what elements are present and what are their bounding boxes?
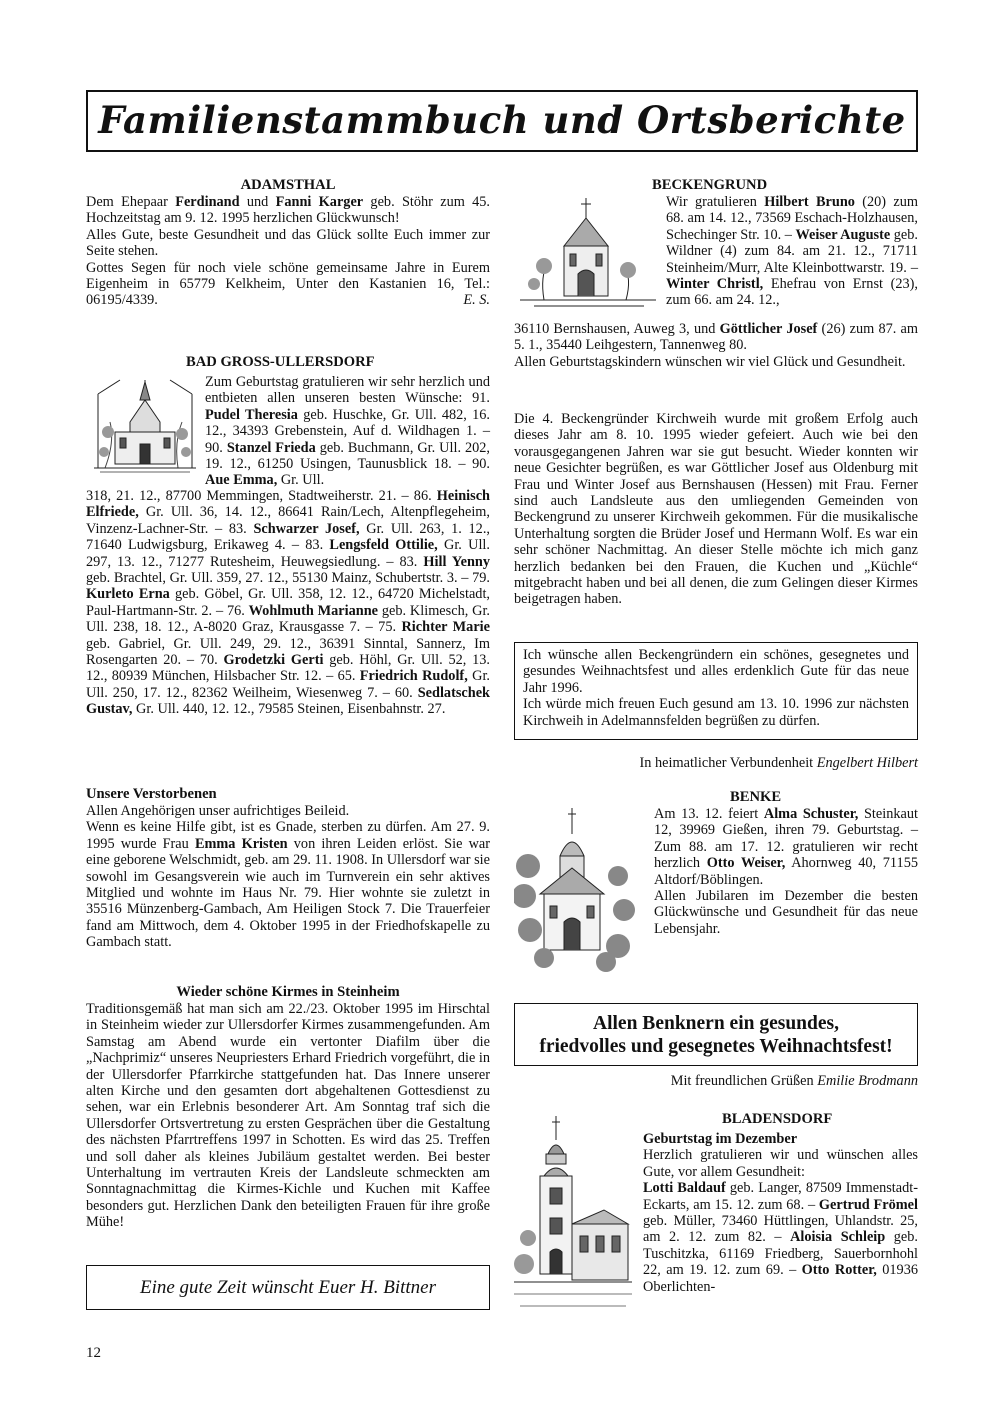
beckengrund-body-full xyxy=(514,321,918,370)
church-illustration-bladensdorf xyxy=(510,1114,634,1314)
bladensdorf-subheading: Geburtstag im Dezember xyxy=(643,1131,798,1147)
bad-gross-body-full xyxy=(86,488,490,718)
benke-p2: Allen Jubilaren im Dezember die besten Glückwünsche und Gesundheit für das neue Lebensjahr. xyxy=(654,888,918,937)
bittner-box-text: Eine gute Zeit wünscht Euer H. Bittner xyxy=(139,1277,437,1298)
verstorbene-body xyxy=(86,803,490,951)
adamsthal-p3: Gottes Segen für noch viele schöne gemeinsame Jahre in Eurem Eigenheim in 65779 Kelkheim, Unter den Kastanien 16, Tel.: 06195/4339. xyxy=(86,259,490,309)
beckengrund-text-full: 36110 Bernshausen, Auweg 3, und Göttlicher Josef (26) zum 87. am 5. 1., 35440 Leihgestern, Tannenweg 80. xyxy=(514,321,919,354)
adamsthal-body xyxy=(86,194,490,309)
bittner-box xyxy=(86,1265,490,1310)
adamsthal-p2: Alles Gute, beste Gesundheit und das Glück sollte Euch immer zur Seite stehen. xyxy=(86,226,490,260)
bladensdorf-heading: BLADENSDORF xyxy=(722,1111,833,1127)
verstorbene-p2: Wenn es keine Hilfe gibt, ist es Gnade, sterben zu dürfen. Am 27. 9. 1995 wurde Frau Emma Kristen von ihren Leiden erlöst. Sie war eine geborene Welschmidt, geb. am 29. 11. 1908. In Ullersdorf war sie sowohl im Gesangsverein wie auch im Turnverein ein sehr aktives Mitglied und wohnte im Haus Nr. 79. Hier wohnte sie zuletzt in 35516 Münzenberg-Gambach, Am Heiligen Stock 7. Die Trauerfeier fand am Mittwoch, dem 4. Oktober 1995 in der Friedhofskapelle zu Gambach statt. xyxy=(86,819,490,951)
benke-box-line2: friedvolles und gesegnetes Weihnachtsfest! xyxy=(539,1036,893,1057)
beckengrund-closing-name: Engelbert Hilbert xyxy=(816,755,918,771)
adamsthal-signature: E. S. xyxy=(463,292,490,309)
banner-title: Familienstammbuch und Ortsberichte xyxy=(98,98,906,142)
verstorbene-p1: Allen Angehörigen unser aufrichtiges Beileid. xyxy=(86,803,350,819)
church-illustration-ullersdorf xyxy=(90,372,200,482)
beckengrund-box-p2: Ich würde mich freuen Euch gesund am 13. 10. 1996 zur nächsten Kirchweih in Adelmannsfelden begrüßen zu dürfen. xyxy=(523,696,909,729)
chapel-illustration-beckengrund xyxy=(514,196,662,314)
bad-gross-body-right xyxy=(205,374,490,489)
beckengrund-heading: BECKENGRUND xyxy=(652,177,768,193)
benke-heading: BENKE xyxy=(730,789,782,805)
page-banner xyxy=(86,90,918,152)
bad-gross-text-right: Zum Geburtstag gratulieren wir sehr herzlich und entbieten allen unseren besten Wünsche: 91. Pudel Theresia geb. Huschke, Gr. Ull. 482, 16. 12., 34393 Grebenstein, Auf d. Wildhagen 1. – 90. Stanzel Frieda geb. Buchmann, Gr. Ull. 202, 19. 12., 61250 Usingen, Taunusblick 18. – 90. Aue Emma, Gr. Ull. xyxy=(205,374,491,489)
benke-box-line1: Allen Benknern ein gesundes, xyxy=(593,1013,839,1034)
verstorbene-heading: Unsere Verstorbenen xyxy=(86,786,217,802)
bad-gross-heading: BAD GROSS-ULLERSDORF xyxy=(186,354,375,370)
benke-text: Am 13. 12. feiert Alma Schuster, Steinkaut 12, 39969 Gießen, ihren 79. Geburtstag. – Zum 88. am 17. 12. gratulieren wir recht herzlich Otto Weiser, Ahornweg 40, 71155 Altdorf/Böblingen. xyxy=(654,806,918,888)
page-number: 12 xyxy=(86,1345,101,1361)
beckengrund-box-p1: Ich wünsche allen Beckengründern ein schönes, gesegnetes und gesundes Weihnachtsfest und alles erdenklich Gute für das neue Jahr 1996. xyxy=(523,647,909,696)
beckengrund-text-right: Wir gratulieren Hilbert Bruno (20) zum 68. am 14. 12., 73569 Eschach-Holzhausen, Schechinger Str. 10. – Weiser Auguste geb. Wildner (4) zum 84. am 21. 12., 71711 Steinheim/Murr, Alte Kleinbottwarstr. 19. – Winter Christl, Ehefrau von Ernst (23), zum 66. am 24. 12., xyxy=(666,194,918,309)
chapel-illustration-benke xyxy=(514,806,636,974)
bladensdorf-body xyxy=(643,1131,918,1295)
benke-closing: Mit freundlichen Grüßen Emilie Brodmann xyxy=(670,1073,918,1089)
beckengrund-closing: In heimatlicher Verbundenheit Engelbert Hilbert xyxy=(639,755,918,771)
beckengrund-body-right xyxy=(666,194,918,309)
kirmes-body: Traditionsgemäß hat man sich am 22./23. Oktober 1995 im Hirschtal in Steinheim wieder zur Ullersdorfer Kirmes zusammengefunden. Am Samstag am Abend wurde ein vertonter Diafilm über die „Nachprimiz“ unseres Neupriesters Erhard Friedrich vorgeführt, die in der Ullersdorfer Pfarrkirche stattgefunden hat. Das Innere unserer alten Kirche und den gesamten dort abgehaltenen Gottesdienst zu sehen, war ein Erlebnis besonderer Art. Am Sonntag traf sich die Ullersdorfer Ortsvertretung zu ersten Gesprächen über die Gestaltung des nächsten Pfarrtreffens 1997 in Schotten. Es wird das 25. Treffen und soll daher als kleines Jubiläum gestaltet werden. Bei bester Unterhaltung im vertrauten Kreis der Landsleute schmeckten am Sonntagnachmittag die Kirmes-Kichle und Kuchen mit Kaffee besonders gut. Herzlichen Dank den beteiligten Frauen für ihre große Mühe! xyxy=(86,1001,490,1231)
benke-greeting-box xyxy=(514,1003,918,1066)
benke-closing-name: Emilie Brodmann xyxy=(817,1073,918,1089)
adamsthal-heading: ADAMSTHAL xyxy=(240,177,336,193)
beckengrund-p2: Allen Geburtstagskindern wünschen wir viel Glück und Gesundheit. xyxy=(514,353,906,370)
beckengrund-kirchweih: Die 4. Beckengründer Kirchweih wurde mit großem Erfolg auch dieses Jahr am 8. 10. 1995 wieder gefeiert. Auch wie bei den vorausgegangenen Jahren war sie gut besucht. Wieder konnten wir neue Gesichter begrüßen, es war Göttlicher Josef aus Oldenburg mit Frau und Winter Josef aus Bernshausen (Hessen) mit Frau. Ferner sind auch Landsleute aus den umliegenden Gemeinden von Beckengrund zu unserer Kirchweih gekommen. Für die musikalische Unterhaltung sorgten die Brüder Josef und Hermann Wolf. Es war ein sehr schöner Nachmittag. An dieser Stelle möchte ich mich ganz herzlich bedanken bei den Frauen, die Kuchen und „Küchle“ mitgebracht haben und bei all denen, die zum Gelingen dieser Kirmes beigetragen haben. xyxy=(514,411,918,608)
beckengrund-wish-box xyxy=(514,642,918,740)
kirmes-heading: Wieder schöne Kirmes in Steinheim xyxy=(176,984,400,1000)
benke-body xyxy=(654,806,918,937)
bad-gross-text-full: 318, 21. 12., 87700 Memmingen, Stadtweiherstr. 21. – 86. Heinisch Elfriede, Gr. Ull. 36, 14. 12., 86641 Rain/Lech, Altenpflegeheim, Vinzenz-Lachner-Str. – 83. Schwarzer Josef, Gr. Ull. 263, 1. 12., 71640 Ludwigsburg, Erikaweg 4. – 83. Lengsfeld Ottilie, Gr. Ull. 297, 13. 12., 71277 Rutesheim, Heuwegsiedlung. – 83. Hill Yenny geb. Brachtel, Gr. Ull. 359, 27. 12., 55130 Mainz, Schubertstr. 3. – 79. Kurleto Erna geb. Göbel, Gr. Ull. 358, 12. 12., 64720 Michelstadt, Paul-Hartmann-Str. 2. – 76. Wohlmuth Marianne geb. Klimesch, Gr. Ull. 238, 18. 12., A-8020 Graz, Krausgasse 7. – 75. Richter Marie geb. Gabriel, Gr. Ull. 249, 29. 12., 36391 Sinntal, Sannerz, Im Rosengarten 20. – 70. Grodetzki Gerti geb. Höhl, Gr. Ull. 52, 13. 12., 80939 München, Hilsbacher Str. 12. – 65. Friedrich Rudolf, Gr. Ull. 250, 17. 12., 82362 Weilheim, Wiesenweg 7. – 60. Sedlatschek Gustav, Gr. Ull. 440, 12. 12., 79585 Steinen, Eisenbahnstr. 27. xyxy=(86,488,491,718)
bladensdorf-p2: Lotti Baldauf geb. Langer, 87509 Immenstadt-Eckarts, am 15. 12. zum 68. – Gertrud Frömel geb. Müller, 73460 Hüttlingen, Uhlandstr. 25, am 2. 12. zum 82. – Aloisia Schleip geb. Tuschitzka, 61169 Friedberg, Sauerbornhohl 22, am 19. 12. zum 69. – Otto Rotter, 01936 Oberlichten- xyxy=(643,1180,918,1295)
adamsthal-p1: Dem Ehepaar Ferdinand und Fanni Karger geb. Stöhr zum 45. Hochzeitstag am 9. 12. 1995 herzlichen Glückwunsch! xyxy=(86,194,491,227)
bladensdorf-p1: Herzlich gratulieren wir und wünschen alles Gute, vor allem Gesundheit: xyxy=(643,1147,918,1180)
